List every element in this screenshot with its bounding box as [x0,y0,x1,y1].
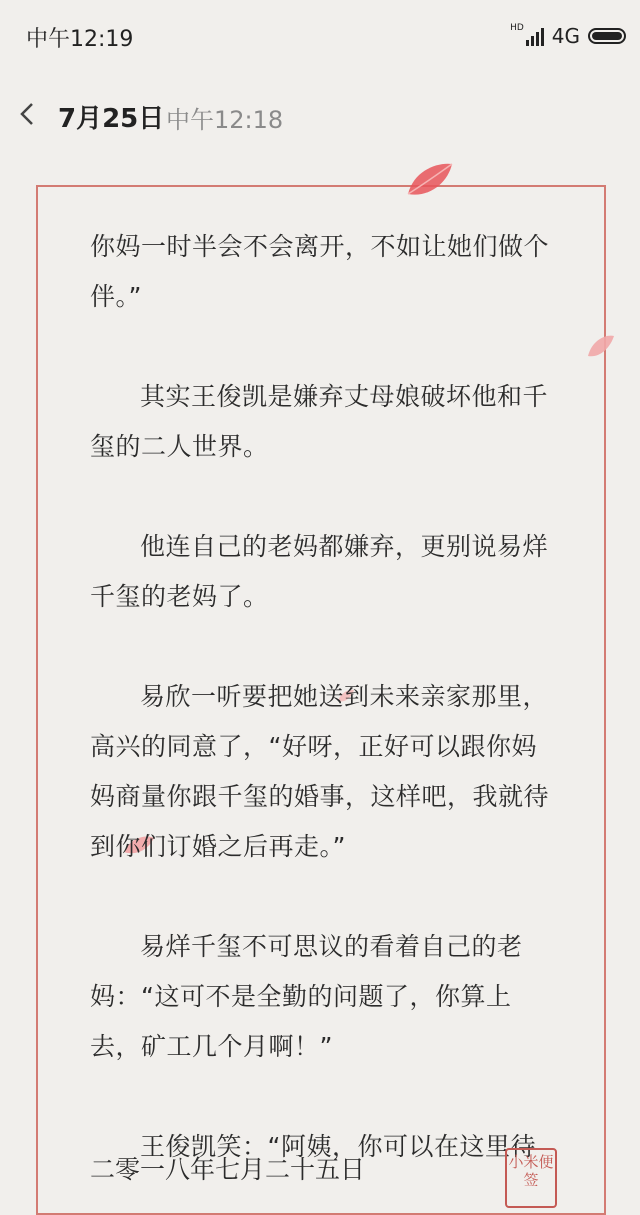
app-stamp: 小米便签 [505,1148,557,1208]
hd-label: HD [510,23,524,33]
note-paragraph: 王俊凯笑：“阿姨，你可以在这里待 [140,1132,536,1161]
note-paragraph: 他连自己的老妈都嫌弃，更别说易烊千玺的老妈了。 [90,532,549,611]
petal-icon [404,160,456,202]
note-content[interactable] [90,222,560,1161]
note-header [0,92,640,142]
note-paragraph: 其实王俊凯是嫌弃丈母娘破坏他和千玺的二人世界。 [90,382,549,461]
status-time: 中午12:19 [26,27,134,52]
petal-icon [586,332,616,360]
battery-icon [588,28,626,44]
network-type: 4G [551,24,580,48]
status-bar [0,0,640,72]
note-paragraph: 易烊千玺不可思议的看着自己的老妈：“这可不是全勤的问题了，你算上去，矿工几个月啊！” [90,932,523,1061]
status-icons [510,22,626,50]
note-paragraph: 你妈一时半会不会离开，不如让她们做个伴。” [90,232,550,311]
chevron-left-icon[interactable] [18,102,36,126]
note-paragraph: 易欣一听要把她送到未来亲家那里，高兴的同意了，“好呀，正好可以跟你妈妈商量你跟千玺的婚事，这样吧，我就待到你们订婚之后再走。” [90,682,550,861]
signal-icon [526,26,544,46]
note-time: 中午12:18 [166,106,284,134]
note-date: 7月25日 [58,104,165,134]
footer-date: 二零一八年七月二十五日 [90,1155,366,1184]
